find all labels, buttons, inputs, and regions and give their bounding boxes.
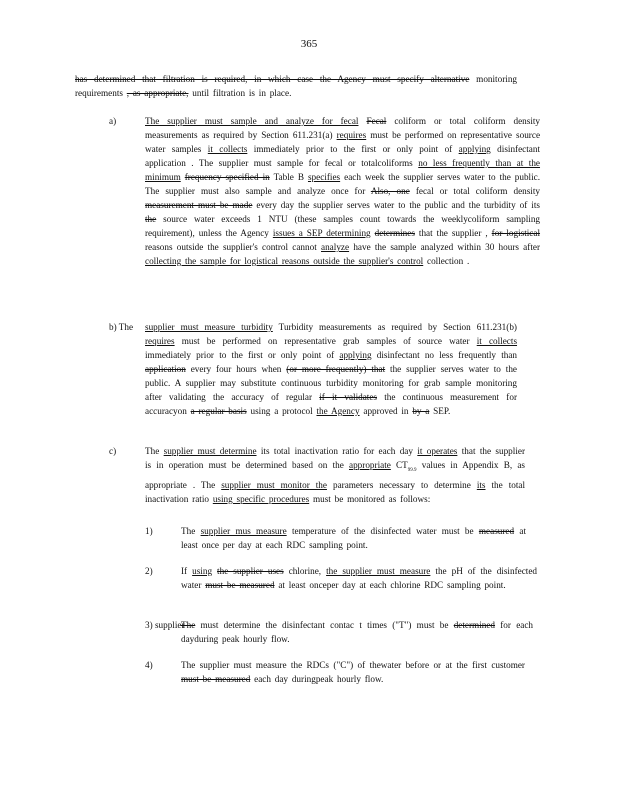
item-b-delete-3: if it validates bbox=[319, 392, 377, 402]
sub-3-text-2: for each dayduring peak hourly flow. bbox=[181, 620, 534, 644]
intro-struck-text: has determined that filtration is required, in which case the Agency must specify alternative bbox=[75, 74, 470, 84]
item-a-text-11: reasons outside the supplier's control cannot bbox=[145, 242, 317, 252]
item-a-insert-6: specifies bbox=[307, 172, 341, 182]
sub-1-text-1: The bbox=[181, 526, 196, 536]
intro-paragraph bbox=[75, 72, 517, 100]
item-b-paragraph bbox=[145, 320, 517, 418]
sub-1-label: 1) bbox=[145, 526, 153, 536]
item-b-text-5: every four hours when bbox=[190, 364, 282, 374]
item-b-text-7: the continuous measurement for accuracyon bbox=[145, 392, 518, 416]
sub-2-delete-1: the supplier uses bbox=[217, 566, 284, 576]
item-b-label: b) The bbox=[109, 322, 134, 332]
item-a-label: a) bbox=[109, 116, 117, 126]
item-a-delete-3: Also, one bbox=[370, 186, 410, 196]
sub-2-text-1: If bbox=[181, 566, 188, 576]
item-a-text-9: source water exceeds 1 NTU (these samples count towards the weeklycoliform sampling requirement), unless the Agency bbox=[145, 214, 541, 238]
item-c-text-1: The bbox=[145, 446, 160, 456]
item-a-paragraph bbox=[145, 114, 540, 268]
intro-text-1: monitoring requirements bbox=[75, 74, 518, 98]
item-a-insert-2: requires bbox=[336, 130, 367, 140]
item-a-delete-6: determines bbox=[374, 228, 415, 238]
item-b-insert-4: applying bbox=[339, 350, 372, 360]
item-b-text-9: approved in bbox=[363, 406, 409, 416]
sub-3-delete-2: determined bbox=[453, 620, 496, 630]
item-c-text-4: values in Appendix B, as appropriate . The bbox=[145, 460, 525, 490]
item-b-text-1: Turbidity measurements as required by Section 611.231(b) bbox=[278, 322, 517, 332]
item-c-text-6: the total inactivation ratio bbox=[145, 479, 526, 504]
item-a-delete-2: frequency specified in bbox=[184, 172, 270, 182]
item-c-insert-4: supplier must monitor the bbox=[221, 479, 327, 490]
item-a-insert-3: it collects bbox=[207, 144, 248, 154]
item-b-text-2: must be performed on representative grab samples of source water bbox=[181, 336, 470, 346]
item-a-text-1: coliform or total coliform density measurements as required by Section 611.231(a) bbox=[145, 116, 541, 140]
item-c-insert-1: supplier must determine bbox=[163, 446, 257, 456]
item-a-delete-5: the bbox=[145, 214, 157, 224]
item-b-text-3: immediately prior to the first or only point of bbox=[145, 350, 335, 360]
item-a-delete-7: for logistical bbox=[491, 228, 541, 238]
intro-struck-text-2: , as appropriate, bbox=[126, 88, 189, 98]
item-a-delete-4: measurement must be made bbox=[145, 200, 253, 210]
sub-2-paragraph bbox=[181, 564, 537, 592]
sub-2-delete-2: must be measured bbox=[205, 580, 275, 590]
sub-4-delete-1: must be measured bbox=[181, 674, 251, 684]
sub-4-text-1: The supplier must measure the RDCs ("C") of thewater before or at the first customer bbox=[181, 660, 525, 670]
item-a-text-2: must be performed on representative source water samples bbox=[145, 130, 541, 154]
item-b-insert-5: the Agency bbox=[316, 406, 360, 416]
item-a-insert-7: issues a SEP determining bbox=[272, 228, 371, 238]
item-b-delete-2: (or more frequently) that bbox=[286, 364, 386, 374]
item-c-text-5: parameters necessary to determine bbox=[332, 479, 471, 490]
sub-2-text-4: at least onceper day at each chlorine RDC sampling point. bbox=[278, 580, 506, 590]
page-number: 365 bbox=[300, 38, 318, 50]
sub-2-insert-1: using bbox=[192, 566, 213, 576]
item-a-insert-9: collecting the sample for logistical reasons outside the supplier's control bbox=[145, 256, 424, 266]
sub-1-text-2: temperature of the disinfected water must be bbox=[291, 526, 474, 536]
item-c-text-3: that the supplier is in operation must be determined based on the bbox=[145, 446, 526, 470]
item-a-text-13: collection . bbox=[427, 256, 470, 266]
item-c-insert-6: using specific procedures bbox=[212, 493, 310, 504]
item-a-delete-1: Fecal bbox=[366, 116, 387, 126]
sub-1-insert-1: supplier mus measure bbox=[200, 526, 287, 536]
sub-1-text-3: at least once per day at each RDC sampling point. bbox=[181, 526, 527, 550]
item-b-insert-3: it collects bbox=[476, 336, 518, 346]
sub-1-delete-1: measured bbox=[478, 526, 515, 536]
item-a-text-6: each week the supplier serves water to the public. The supplier must also sample and analyze once for bbox=[145, 172, 541, 196]
sub-3-paragraph bbox=[181, 618, 533, 646]
sub-2-text-2: chlorine, bbox=[288, 566, 322, 576]
item-c-paragraph bbox=[145, 444, 525, 506]
sub-3-label: 3) supplier bbox=[145, 620, 185, 630]
item-c-insert-2: it operates bbox=[417, 446, 458, 456]
sub-2-insert-2: the supplier must measure bbox=[326, 566, 431, 576]
sub-2-label: 2) bbox=[145, 566, 153, 576]
intro-text-2: until filtration is in place. bbox=[192, 88, 292, 98]
item-b-delete-4: a regular basis bbox=[190, 406, 247, 416]
item-a-text-8: every day the supplier serves water to the public and the turbidity of its bbox=[256, 200, 540, 210]
item-c-insert-5: its bbox=[476, 479, 486, 490]
item-b-text-4: disinfectant no less frequently than bbox=[376, 350, 518, 360]
item-a-text-10: that the supplier , bbox=[418, 228, 488, 238]
item-a-text-7: fecal or total coliform density bbox=[415, 186, 541, 196]
item-a-text-3: immediately prior to the first or only point of bbox=[253, 144, 453, 154]
item-a-insert-5: no less frequently than at the minimum bbox=[145, 158, 541, 182]
item-c-insert-3: appropriate bbox=[349, 460, 391, 470]
item-a-insert-1: The supplier must sample and analyze for fecal bbox=[145, 116, 359, 126]
item-b-insert-2: requires bbox=[145, 336, 175, 346]
item-c-label: c) bbox=[109, 446, 117, 456]
item-b-text-8: using a protocol bbox=[250, 406, 313, 416]
item-b-delete-1: application bbox=[145, 364, 186, 374]
item-c-ct-text: CT bbox=[396, 460, 408, 470]
sub-4-paragraph bbox=[181, 658, 525, 686]
item-b-delete-5: by a bbox=[412, 406, 430, 416]
sub-4-label: 4) bbox=[145, 660, 153, 670]
item-a-insert-4: applying bbox=[458, 144, 491, 154]
item-b-text-10: SEP. bbox=[433, 406, 451, 416]
sub-1-paragraph bbox=[181, 524, 526, 552]
item-b-text-6: the supplier serves water to the public. A supplier may substitute continuous turbidity monitoring for grab sample monitoring after validating the accuracy of regular bbox=[145, 364, 518, 402]
sub-2-text-3: the pH of the disinfected water bbox=[181, 566, 538, 590]
item-a-text-5: Table B bbox=[273, 172, 304, 182]
item-a-text-12: have the sample analyzed within 30 hours after bbox=[353, 242, 541, 252]
item-a-insert-8: analyze bbox=[321, 242, 350, 252]
sub-3-text-1: must determine the disinfectant contac t times ("T") must be bbox=[200, 620, 449, 630]
item-c-ct-subscript: 99.9 bbox=[407, 467, 417, 473]
item-c-text-7: must be monitored as follows: bbox=[312, 493, 431, 504]
sub-4-text-2: each day duringpeak hourly flow. bbox=[254, 674, 384, 684]
item-a-text-4: disinfectant application . The supplier must sample for fecal or totalcoliforms bbox=[145, 144, 541, 168]
item-b-insert-1: supplier must measure turbidity bbox=[145, 322, 273, 332]
sub-3-delete-1: The bbox=[181, 620, 196, 630]
item-c-text-2: its total inactivation ratio for each day bbox=[260, 446, 413, 456]
